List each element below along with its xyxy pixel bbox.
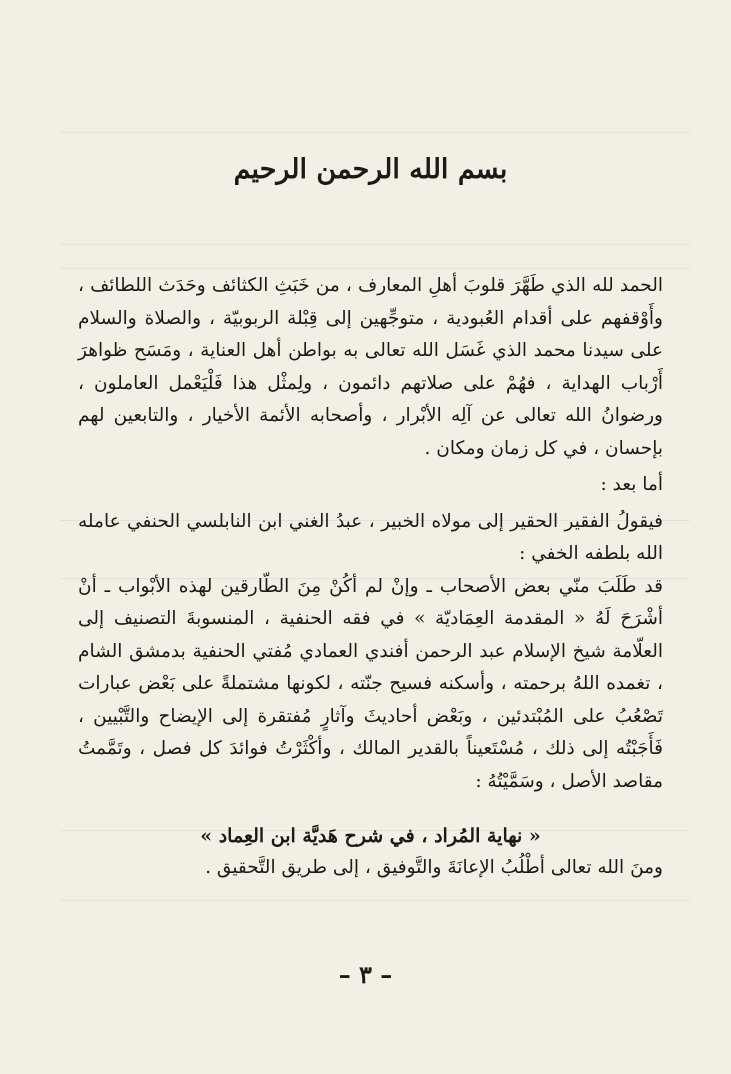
amma-baad-line: أما بعد : <box>600 474 663 495</box>
page-number: – ٣ – <box>338 960 393 989</box>
show-through-line <box>60 900 690 901</box>
author-paragraph: فيقولُ الفقير الحقير إلى مولاه الخبير ، عبدُ الغني ابن النابلسي الحنفي عامله الله بلطفه الخفي : <box>78 510 663 564</box>
page-title: بسم الله الرحمن الرحيم <box>233 154 508 185</box>
closing-line: ومنَ الله تعالى أطْلُبُ الإعانَةَ والتَّوفيق ، إلى طريق التَّحقيق . <box>205 857 663 878</box>
request-paragraph: قد طَلَبَ منّي بعض الأصحاب ـ وإنْ لم أكُنْ مِنَ الطّارقين لهذه الأبْواب ـ أنْ أشْرَحَ لَهُ « المقدمة العِمَاديّة » في فقه الحنفية ، المنسوبةَ التصنيف إلى العلّامة شيخ الإسلام عبد الرحمن أفندي العمادي مُفتي الحنفية بدمشق الشام ، تغمده اللهُ برحمته ، وأسكنه فسيح جنّته ، لكونها مشتملةً على بَعْض عبارات تَصْعُبُ على المُبْتدئين ، وبَعْض أحاديثَ وآثارٍ مُفتقرة إلى الإيضاح والتَّبْيين ، فَأَجَبْتُه إلى ذلك ، مُسْتَعيناً بالقدير المالك ، وأكْثَرْتُ فوائدَ كل فصل ، وتَمَّمتُ مقاصد الأصل ، وسَمَّيْتُهُ : <box>78 575 663 792</box>
show-through-line <box>60 132 690 133</box>
book-title-line: « نهاية المُراد ، في شرح هَديَّة ابن العِماد » <box>200 825 541 847</box>
document-page <box>78 150 663 884</box>
intro-paragraph: الحمد لله الذي طَهَّرَ قلوبَ أهلِ المعارف ، من خَبَثِ الكثائف وحَدَث اللطائف ، وأَوْقفهم على أقدام العُبودية ، متوجِّهين إلى قِبْلة الربوبيّة ، والصلاة والسلام على سيدنا محمد الذي غَسَل الله تعالى به بواطن أهل العناية ، ومَسَح ظواهرَ أَرْباب الهداية ، فهُمْ على صلاتهم دائمون ، ولِمثْل هذا فَلْيَعْمل العاملون ، ورضوانُ الله تعالى عن آلِه الأبْرار ، وأصحابه الأئمة الأخيار ، والتابعين لهم بإحسان ، في كل زمان ومكان . <box>78 275 663 459</box>
